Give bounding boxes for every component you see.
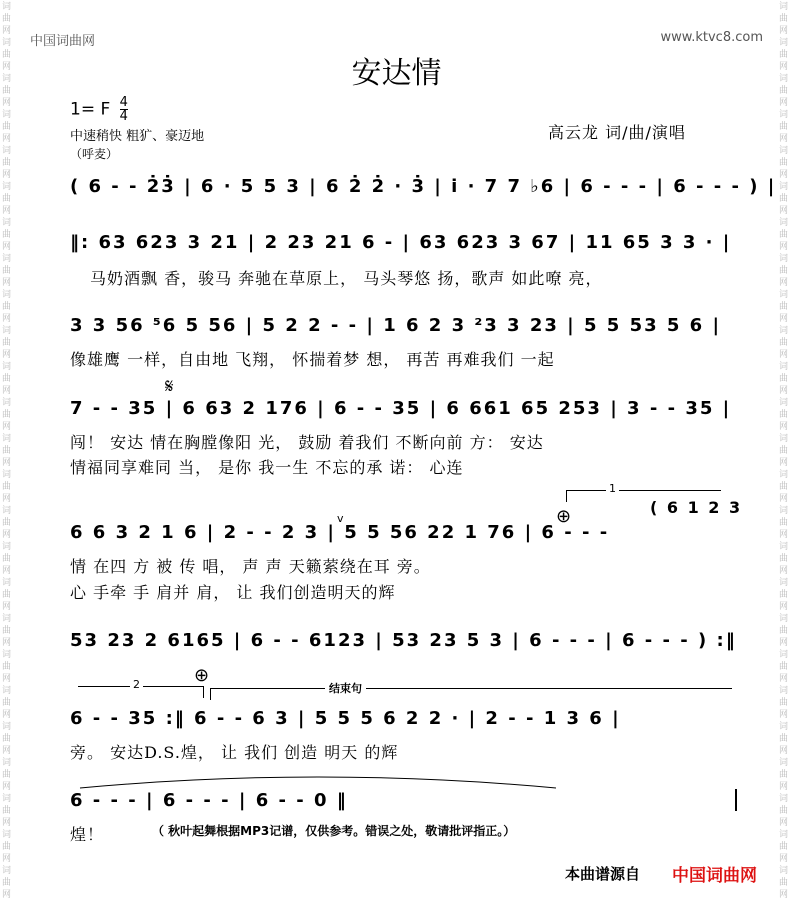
side-watermark-char: 词 [779,686,789,696]
side-watermark-char: 网 [2,854,12,864]
notation-line-1: ( 6 - - 2̇3̇ | 6 · 5 5 3 | 6 2̇ 2̇ · 3̇ | i · 7 7 ♭6 | 6 - - - | 6 - - - ) | [70,176,777,197]
key-label: 1= F [70,99,111,120]
side-watermark-char: 曲 [779,698,789,708]
side-watermark-char: 网 [2,206,12,216]
side-watermark-char: 曲 [779,158,789,168]
side-watermark-char: 网 [2,422,12,432]
side-watermark-char: 网 [779,98,789,108]
side-watermark-char: 曲 [2,338,12,348]
side-watermark-char: 曲 [2,770,12,780]
side-watermark-char: 词 [2,182,12,192]
source-label: 本曲谱源自 [565,865,641,883]
source-site-link[interactable]: 中国词曲网 [672,866,757,886]
side-watermark-char: 网 [2,674,12,684]
side-watermark-char: 网 [2,566,12,576]
side-watermark-char: 词 [779,254,789,264]
coda-sign-2: ⊕ [194,665,210,686]
side-watermark-char: 词 [2,686,12,696]
side-watermark-char: 曲 [779,266,789,276]
side-watermark-char: 曲 [2,734,12,744]
side-watermark-char: 曲 [2,698,12,708]
side-watermark-char: 曲 [779,446,789,456]
side-watermark-char: 曲 [779,590,789,600]
side-watermark-char: 网 [2,494,12,504]
side-watermark-char: 网 [2,134,12,144]
side-watermark-char: 网 [2,638,12,648]
side-watermark-char: 曲 [779,14,789,24]
side-watermark-char: 曲 [779,338,789,348]
side-watermark-char: 网 [2,386,12,396]
side-watermark-char: 曲 [2,806,12,816]
side-watermark-char: 曲 [779,770,789,780]
notation-line-8: 6 - - - | 6 - - - | 6 - - 0 ‖ [70,790,348,811]
final-barline [735,789,737,811]
side-watermark-char: 曲 [2,230,12,240]
side-watermark-char: 网 [779,62,789,72]
side-watermark-char: 网 [779,242,789,252]
volta-1-number: 1 [606,482,619,495]
side-watermark-char: 网 [2,26,12,36]
side-watermark-char: 曲 [2,878,12,888]
side-watermark-char: 曲 [2,158,12,168]
ending-label: 结束句 [325,680,366,696]
volta-2-number: 2 [130,678,143,691]
ending-tick [210,688,211,700]
side-watermark-char: 曲 [2,842,12,852]
side-watermark-char: 曲 [779,518,789,528]
side-watermark-char: 词 [779,110,789,120]
side-watermark-char: 词 [779,362,789,372]
side-watermark-char: 词 [2,218,12,228]
side-watermark-char: 网 [779,710,789,720]
notation-line-6: 53 23 2 6165 | 6 - - 6123 | 53 23 5 3 | 6 - - - | 6 - - - ) :‖ [70,630,737,651]
side-watermark-char: 词 [2,362,12,372]
transcription-note: （ 秋叶起舞根据MP3记谱，仅供参考。错误之处，敬请批评指正。） [152,824,516,838]
side-watermark-char: 网 [779,530,789,540]
notation-line-7: 6 - - 35 :‖ 6 - - 6 3 | 5 5 5 6 2 2 · | 2 - - 1 3 6 | [70,708,621,729]
performance-note: （呼麦） [70,147,119,161]
side-watermark-char: 曲 [779,626,789,636]
side-watermark-char: 网 [779,818,789,828]
side-watermark-char: 曲 [779,734,789,744]
side-watermark-char: 曲 [2,194,12,204]
side-watermark-char: 曲 [779,410,789,420]
side-watermark-char: 网 [779,350,789,360]
side-watermark-char: 网 [2,746,12,756]
side-watermark-char: 曲 [2,266,12,276]
side-watermark-char: 网 [2,602,12,612]
tempo-marking: 中速稍快 粗犷、豪迈地 [70,129,205,144]
side-watermark-char: 曲 [2,86,12,96]
side-watermark-char: 词 [2,38,12,48]
notation-line-4: 7 - - 35 | 6 63 2 176 | 6 - - 35 | 6 661 65 253 | 3 - - 35 | [70,398,732,419]
side-watermark-char: 词 [2,470,12,480]
side-watermark-char: 网 [779,674,789,684]
side-watermark-char: 词 [779,650,789,660]
side-watermark-char: 曲 [779,194,789,204]
side-watermark-char: 网 [779,746,789,756]
side-watermark-char: 网 [779,494,789,504]
side-watermark-char: 网 [779,602,789,612]
time-signature-bottom: 4 [119,109,128,124]
side-watermark-char: 曲 [779,842,789,852]
side-watermark-char: 词 [779,506,789,516]
lyric-line-6: 心 手牵 手 肩并 肩， 让 我们创造明天的辉 [70,583,396,602]
side-watermark-char: 网 [2,818,12,828]
side-watermark-char: 网 [779,134,789,144]
volta-1-tick [566,490,567,502]
side-watermark-char: 曲 [2,50,12,60]
side-watermark-char: 网 [779,26,789,36]
side-watermark-char: 网 [2,314,12,324]
side-watermark-char: 词 [779,182,789,192]
side-watermark-char: 词 [779,830,789,840]
side-watermark-char: 网 [2,98,12,108]
side-watermark-char: 词 [2,326,12,336]
side-watermark-char: 曲 [779,878,789,888]
side-watermark-char: 网 [2,170,12,180]
side-watermark-char: 词 [779,146,789,156]
side-watermark-char: 网 [779,278,789,288]
side-watermark-char: 网 [2,62,12,72]
side-watermark-char: 曲 [779,230,789,240]
side-watermark-char: 词 [779,290,789,300]
side-watermark-char: 词 [779,866,789,876]
side-watermark-char: 曲 [779,806,789,816]
side-watermark-char: 网 [779,206,789,216]
side-watermark-char: 词 [2,614,12,624]
side-watermark-char: 网 [2,458,12,468]
side-watermark-char: 曲 [779,50,789,60]
side-watermark-char: 词 [2,434,12,444]
side-watermark-char: 曲 [2,662,12,672]
coda-sign-1: ⊕ [556,506,572,527]
lyric-line-1: 马奶酒飘 香，骏马 奔驰在草原上， 马头琴悠 扬，歌声 如此嘹 亮， [90,269,603,288]
side-watermark-char: 网 [779,854,789,864]
side-watermark-char: 曲 [2,446,12,456]
side-watermark-char: 曲 [2,518,12,528]
left-watermark-strip [0,0,16,911]
side-watermark-char: 词 [2,290,12,300]
notation-line-5: 6 6 3 2 1 6 | 2 - - 2 3 | 5 5 56 22 1 76 | 6 - - - [70,522,610,543]
side-watermark-char: 词 [2,650,12,660]
side-watermark-char: 网 [2,890,12,900]
side-watermark-char: 网 [779,782,789,792]
side-watermark-char: 词 [779,470,789,480]
side-watermark-char: 词 [779,614,789,624]
right-watermark-strip [777,0,793,911]
lyric-line-3: 闯！ 安达 情在胸膛像阳 光， 鼓励 着我们 不断向前 方： 安达 [70,433,544,452]
side-watermark-char: 词 [779,722,789,732]
side-watermark-char: 词 [779,758,789,768]
side-watermark-char: 曲 [2,122,12,132]
time-signature-top: 4 [119,95,128,110]
side-watermark-char: 词 [2,866,12,876]
side-watermark-char: 曲 [779,482,789,492]
side-watermark-char: 词 [779,326,789,336]
side-watermark-char: 网 [779,566,789,576]
lyric-line-2: 像雄鹰 一样，自由地 飞翔， 怀揣着梦 想， 再苦 再难我们 一起 [70,350,555,369]
side-watermark-char: 曲 [2,626,12,636]
volta-2-tick [203,686,204,698]
side-watermark-char: 曲 [2,14,12,24]
side-watermark-char: 曲 [779,302,789,312]
segno-sign: 𝄋 [165,374,174,398]
side-watermark-char: 网 [2,530,12,540]
side-watermark-char: 词 [2,506,12,516]
side-watermark-char: 网 [2,782,12,792]
song-title: 安达情 [351,56,442,91]
side-watermark-char: 网 [2,278,12,288]
side-watermark-char: 词 [2,74,12,84]
side-watermark-char: 曲 [2,410,12,420]
side-watermark-char: 网 [779,890,789,900]
side-watermark-char: 词 [779,794,789,804]
side-watermark-char: 词 [779,2,789,12]
lyric-line-8: 煌！ [70,825,105,844]
pickup-notes: ( 6 1 2 3 [650,498,743,517]
side-watermark-char: 网 [779,422,789,432]
notation-line-3: 3 3 56 ⁵6 5 56 | 5 2 2 - - | 1 6 2 3 ²3 3 23 | 5 5 53 5 6 | [70,315,722,336]
side-watermark-char: 曲 [2,302,12,312]
side-watermark-char: 网 [779,638,789,648]
side-watermark-char: 词 [2,830,12,840]
side-watermark-char: 曲 [779,554,789,564]
side-watermark-char: 词 [779,74,789,84]
side-watermark-char: 曲 [779,662,789,672]
side-watermark-char: 词 [2,146,12,156]
side-watermark-char: 词 [779,218,789,228]
side-watermark-char: 曲 [2,482,12,492]
side-watermark-char: 词 [779,398,789,408]
site-watermark-right: www.ktvc8.com [660,30,763,45]
side-watermark-char: 词 [2,578,12,588]
side-watermark-char: 词 [779,578,789,588]
tie-arc [78,770,558,790]
site-watermark-left: 中国词曲网 [30,34,96,49]
lyric-line-5: 情 在四 方 被 传 唱， 声 声 天籁萦绕在耳 旁。 [70,557,431,576]
time-signature [120,96,128,123]
side-watermark-char: 词 [2,2,12,12]
side-watermark-char: 曲 [779,374,789,384]
side-watermark-char: 词 [2,398,12,408]
breath-mark: v [337,512,344,525]
lyric-line-4: 情福同享难同 当， 是你 我一生 不忘的承 诺： 心连 [70,458,464,477]
side-watermark-char: 网 [779,386,789,396]
side-watermark-char: 网 [2,710,12,720]
side-watermark-char: 词 [2,722,12,732]
ending-line [210,688,732,689]
side-watermark-char: 网 [779,170,789,180]
side-watermark-char: 词 [2,542,12,552]
notation-line-2: ‖: 63 623 3 21 | 2 23 21 6 - | 63 623 3 67 | 11 65 3 3 · | [70,232,732,253]
side-watermark-char: 曲 [2,554,12,564]
side-watermark-char: 词 [2,794,12,804]
side-watermark-char: 网 [779,314,789,324]
side-watermark-char: 词 [779,434,789,444]
side-watermark-char: 曲 [2,590,12,600]
key-signature [70,96,128,123]
side-watermark-char: 曲 [779,86,789,96]
side-watermark-char: 词 [2,758,12,768]
lyric-line-7: 旁。 安达D.S.煌， 让 我们 创造 明天 的辉 [70,743,399,762]
side-watermark-char: 网 [2,350,12,360]
volta-1-line [566,490,721,491]
side-watermark-char: 词 [2,110,12,120]
side-watermark-char: 词 [779,542,789,552]
side-watermark-char: 词 [2,254,12,264]
side-watermark-char: 网 [2,242,12,252]
side-watermark-char: 网 [779,458,789,468]
side-watermark-char: 曲 [779,122,789,132]
side-watermark-char: 曲 [2,374,12,384]
composer-credit: 高云龙 词/曲/演唱 [548,123,686,142]
side-watermark-char: 词 [779,38,789,48]
